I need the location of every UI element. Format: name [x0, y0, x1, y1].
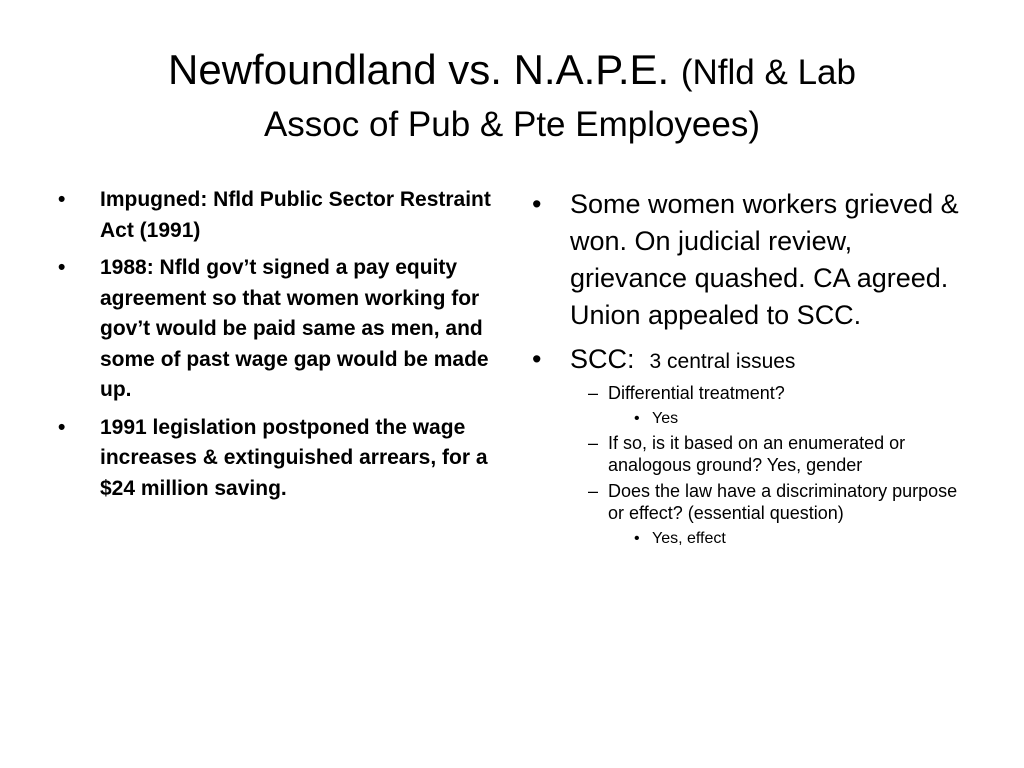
left-bullet-list — [58, 185, 498, 504]
scc-issues-count: 3 central issues — [649, 350, 796, 373]
issue-discriminatory-effect — [562, 480, 972, 524]
bullet-icon: • — [58, 256, 66, 279]
bullet-icon: • — [634, 410, 640, 427]
issues-list — [562, 382, 972, 550]
issue-differential-treatment — [562, 382, 972, 404]
left-column — [58, 185, 498, 511]
left-bullet-text: 1991 legislation postponed the wage increases & extinguished arrears, for a $24 million saving. — [100, 415, 488, 500]
bullet-icon: • — [58, 188, 66, 211]
right-bullet-text: Some women workers grieved & won. On judicial review, grievance quashed. CA agreed. Union appealed to SCC. — [570, 189, 959, 330]
right-bullet-scc — [532, 341, 972, 550]
issue-text: Does the law have a discriminatory purpose or effect? (essential question) — [608, 481, 958, 523]
issue-answer-text: Yes, effect — [652, 530, 726, 547]
right-column — [532, 186, 972, 557]
issue-text: Differential treatment? — [608, 383, 785, 403]
bullet-icon: • — [634, 530, 640, 547]
left-bullet-text: 1988: Nfld gov’t signed a pay equity agreement so that women working for gov’t would be paid same as men, and some of past wage gap would be made up. — [100, 256, 489, 401]
issue-answer-yes-effect — [562, 528, 972, 550]
issue-enumerated-ground — [562, 432, 972, 476]
dash-icon: – — [588, 433, 599, 453]
left-bullet-1988 — [58, 253, 498, 406]
title-line-1 — [40, 44, 984, 99]
dash-icon: – — [588, 481, 599, 501]
slide-title — [40, 44, 984, 151]
issue-answer-yes — [562, 408, 972, 430]
dash-icon: – — [588, 383, 599, 403]
title-main: Newfoundland vs. N.A.P.E. — [168, 46, 670, 93]
scc-label: SCC: — [570, 344, 635, 374]
left-bullet-1991 — [58, 413, 498, 505]
bullet-icon: • — [58, 415, 66, 439]
title-subtitle-part-2: Assoc of Pub & Pte Employees) — [263, 105, 761, 144]
issue-text: If so, is it based on an enumerated or analogous ground? Yes, gender — [608, 433, 906, 475]
issue-answer-text: Yes — [652, 410, 679, 427]
right-bullet-grievance — [532, 186, 972, 334]
right-bullet-list — [532, 186, 972, 550]
bullet-icon: • — [532, 189, 542, 219]
left-bullet-impugned — [58, 185, 498, 246]
title-subtitle-part-1: (Nfld & Lab — [680, 53, 856, 92]
left-bullet-text: Impugned: Nfld Public Sector Restraint Act (1991) — [100, 188, 491, 242]
bullet-icon: • — [532, 344, 542, 374]
